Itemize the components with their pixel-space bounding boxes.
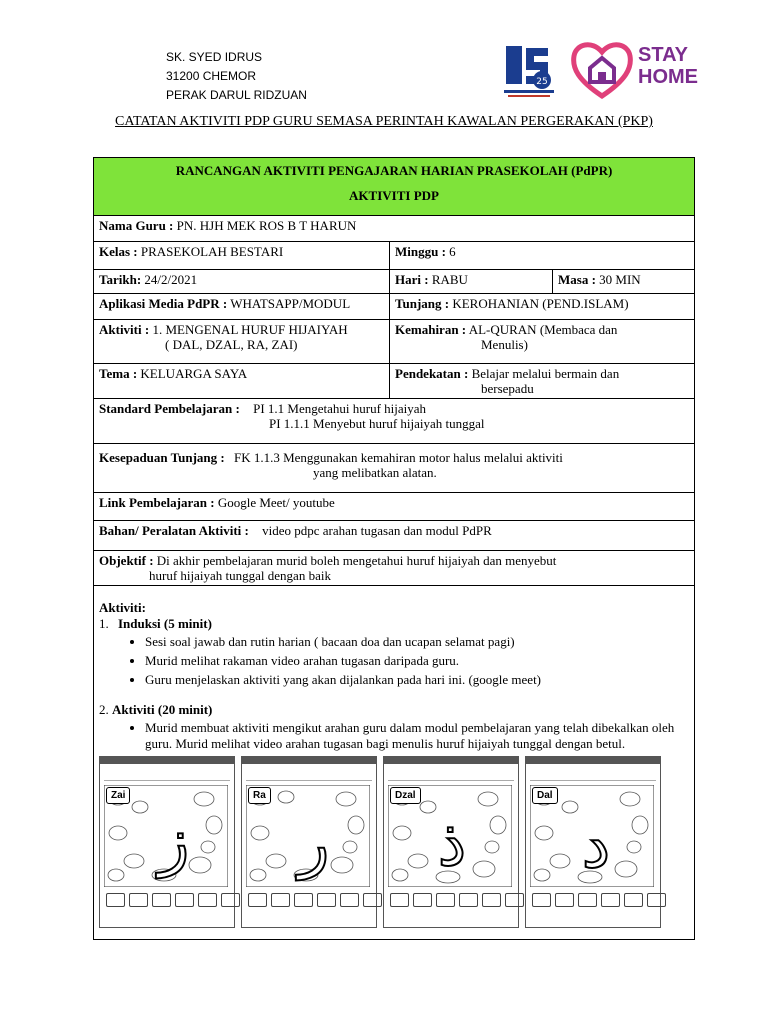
cell-kemahiran	[390, 320, 695, 364]
letter-glyph: د	[581, 809, 611, 883]
cell-tunjang	[390, 294, 695, 320]
worksheet-ra	[241, 756, 377, 928]
minggu-value: 6	[449, 244, 456, 259]
kesepaduan-line1: FK 1.1.3 Menggunakan kemahiran motor halus melalui aktiviti	[233, 450, 563, 465]
worksheet-dal	[525, 756, 661, 928]
kemahiran-label: Kemahiran :	[395, 322, 467, 337]
cell-tema	[94, 364, 390, 399]
nama-guru-label: Nama Guru :	[99, 218, 174, 233]
objektif-label: Objektif :	[99, 553, 154, 568]
cell-aplikasi	[94, 294, 390, 320]
worksheet-label: Dal	[532, 787, 558, 804]
logo-badge-number: 25	[536, 77, 548, 87]
masa-label: Masa :	[558, 272, 596, 287]
header-line1: RANCANGAN AKTIVITI PENGAJARAN HARIAN PRASEKOLAH (PdPR)	[175, 163, 613, 178]
hari-label: Hari :	[395, 272, 429, 287]
kelas-label: Kelas :	[99, 244, 138, 259]
pendekatan-line2: bersepadu	[481, 381, 534, 396]
tunjang-value: KEROHANIAN (PEND.ISLAM)	[452, 296, 629, 311]
worksheet-gallery	[99, 756, 689, 928]
aktiviti-label: Aktiviti :	[99, 322, 150, 337]
kemahiran-line2: Menulis)	[481, 337, 528, 352]
step2-number: 2.	[99, 702, 109, 717]
tema-value: KELUARGA SAYA	[140, 366, 248, 381]
school-address: 31200 CHEMOR	[166, 69, 257, 83]
row-kesepaduan	[94, 444, 695, 493]
row-bahan	[94, 521, 695, 551]
cell-aktiviti	[94, 320, 390, 364]
bahan-value: video pdpc arahan tugasan dan modul PdPR	[262, 523, 492, 538]
letter-glyph: ر	[298, 807, 330, 881]
worksheet-label: Ra	[248, 787, 271, 804]
masa-value: 30 MIN	[599, 272, 641, 287]
letter-glyph: ذ	[437, 807, 467, 881]
row-objektif	[94, 551, 695, 586]
cell-tarikh	[94, 270, 390, 294]
row-link	[94, 493, 695, 521]
standard-line2: PI 1.1.1 Menyebut huruf hijaiyah tunggal	[269, 416, 485, 431]
link-value: Google Meet/ youtube	[217, 495, 335, 510]
objektif-line2: huruf hijaiyah tunggal dengan baik	[149, 568, 331, 583]
step2-item-line1: Murid membuat aktiviti mengikut arahan guru dalam modul pembelajaran yang telah dibekalkan	[145, 720, 649, 735]
step2-item-line2: oleh guru. Murid melihat video arahan tugasan bagi menulis huruf hijaiyah tunggal dengan betul.	[145, 720, 675, 751]
letter-glyph: ز	[158, 805, 190, 879]
bahan-label: Bahan/ Peralatan Aktiviti :	[99, 523, 249, 538]
heart-house-icon	[570, 38, 634, 100]
stay-text-line2: HOME	[638, 66, 698, 88]
aplikasi-label: Aplikasi Media PdPR :	[99, 296, 228, 311]
stay-text-line1: STAY	[638, 44, 689, 66]
aktiviti-heading: Aktiviti:	[99, 600, 146, 615]
row-standard	[94, 399, 695, 444]
page-title: CATATAN AKTIVITI PDP GURU SEMASA PERINTAH KAWALAN PERGERAKAN (PKP)	[115, 114, 653, 129]
step1-list	[99, 634, 689, 688]
aktiviti-line2: ( DAL, DZAL, RA, ZAI)	[165, 337, 298, 352]
step1-number: 1.	[99, 616, 109, 631]
step2-item	[145, 720, 689, 752]
school-info	[166, 48, 307, 105]
step1-item: • Guru menjelaskan aktiviti yang akan dijalankan pada hari ini. (google meet)	[145, 672, 689, 688]
lesson-plan-table	[93, 157, 695, 940]
cell-minggu	[390, 242, 695, 270]
step1-item: • Sesi soal jawab dan rutin harian ( bacaan doa dan ucapan selamat pagi)	[145, 634, 689, 650]
standard-line1: PI 1.1 Mengetahui huruf hijaiyah	[253, 401, 427, 416]
kesepaduan-line2: yang melibatkan alatan.	[313, 465, 437, 480]
worksheet-zai	[99, 756, 235, 928]
tunjang-label: Tunjang :	[395, 296, 450, 311]
ministry-logo	[502, 42, 556, 100]
tarikh-label: Tarikh:	[99, 272, 142, 287]
plan-header	[94, 158, 695, 216]
link-label: Link Pembelajaran :	[99, 495, 215, 510]
row-aktiviti-detail	[94, 586, 695, 940]
minggu-label: Minggu :	[395, 244, 446, 259]
tema-label: Tema :	[99, 366, 138, 381]
step1-item: • Murid melihat rakaman video arahan tugasan daripada guru.	[145, 653, 689, 669]
cell-pendekatan	[390, 364, 695, 399]
cell-hari	[390, 270, 553, 294]
row-nama-guru	[94, 216, 695, 242]
pendekatan-line1: Belajar melalui bermain dan	[471, 366, 620, 381]
standard-label: Standard Pembelajaran :	[99, 401, 240, 416]
objektif-line1: Di akhir pembelajaran murid boleh mengetahui huruf hijaiyah dan menyebut	[156, 553, 557, 568]
tarikh-value: 24/2/2021	[144, 272, 198, 287]
step2-list	[99, 720, 689, 752]
cell-kelas	[94, 242, 390, 270]
nama-guru-value: PN. HJH MEK ROS B T HARUN	[176, 218, 357, 233]
worksheet-label: Dzal	[390, 787, 421, 804]
aktiviti-line1: 1. MENGENAL HURUF HIJAIYAH	[152, 322, 348, 337]
school-state: PERAK DARUL RIDZUAN	[166, 88, 307, 102]
kemahiran-line1: AL-QURAN (Membaca dan	[468, 322, 618, 337]
pendekatan-label: Pendekatan :	[395, 366, 469, 381]
step2-title: Aktiviti (20 minit)	[112, 702, 213, 717]
stay-home-logo	[570, 38, 698, 100]
school-name: SK. SYED IDRUS	[166, 50, 263, 64]
header-line2: AKTIVITI PDP	[349, 188, 439, 203]
stay-home-text	[638, 44, 698, 88]
worksheet-dzal	[383, 756, 519, 928]
kesepaduan-label: Kesepaduan Tunjang :	[99, 450, 225, 465]
hari-value: RABU	[431, 272, 468, 287]
kelas-value: PRASEKOLAH BESTARI	[140, 244, 284, 259]
aplikasi-value: WHATSAPP/MODUL	[230, 296, 351, 311]
cell-masa	[553, 270, 695, 294]
worksheet-label: Zai	[106, 787, 130, 804]
step1-title: Induksi (5 minit)	[118, 616, 212, 631]
